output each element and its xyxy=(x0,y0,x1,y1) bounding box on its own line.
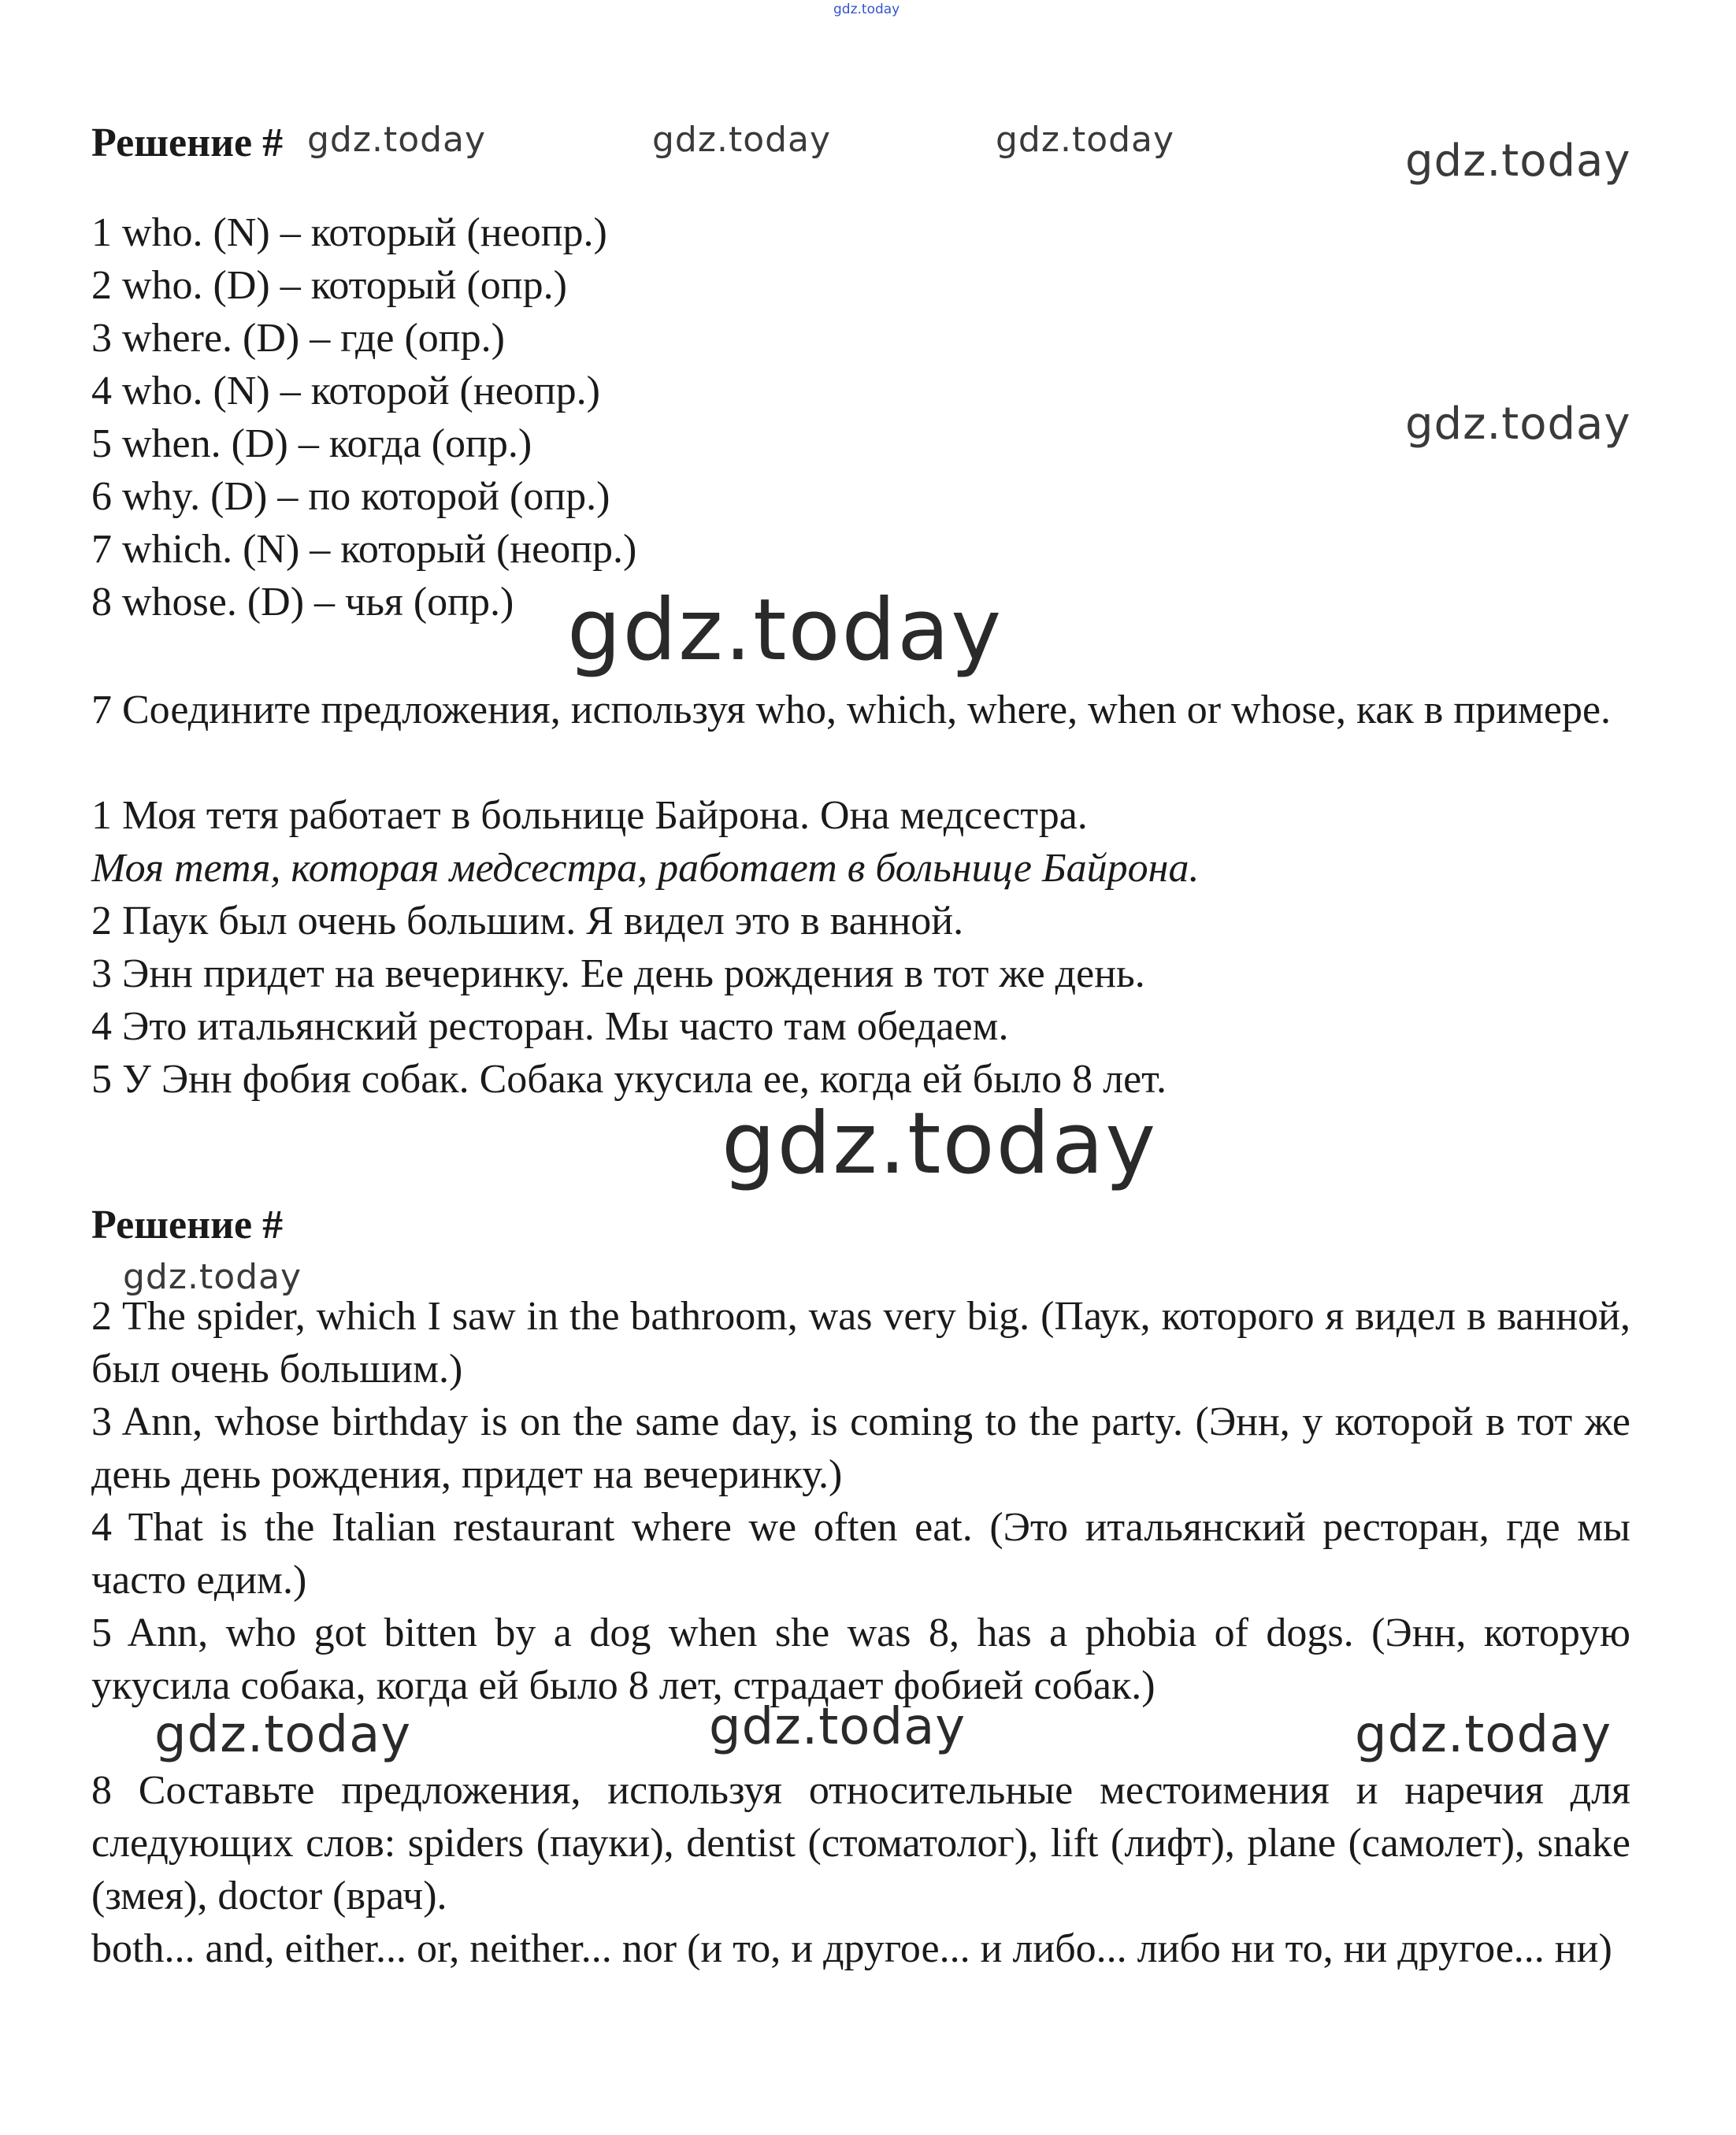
answer-paragraph: 2 The spider, which I saw in the bathroom, was very big. (Паук, которого я видел в ванной, был очень большим.) xyxy=(91,1294,1630,1392)
solution-heading: Решение # xyxy=(91,1203,284,1247)
watermark-top: gdz.today xyxy=(833,2,900,17)
watermark: gdz.today xyxy=(154,1706,412,1764)
answer-line: 5 when. (D) – когда (опр.) xyxy=(91,421,532,466)
answer-line: 1 who. (N) – который (неопр.) xyxy=(91,210,607,255)
task-item: 3 Энн придет на вечеринку. Ее день рождения в тот же день. xyxy=(91,951,1145,996)
task-item: 2 Паук был очень большим. Я видел это в ванной. xyxy=(91,899,964,943)
watermark: gdz.today xyxy=(996,120,1175,160)
task-item: 5 У Энн фобия собак. Собака укусила ее, когда ей было 8 лет. xyxy=(91,1057,1167,1102)
watermark: gdz.today xyxy=(709,1698,966,1756)
task-item: 1 Моя тетя работает в больнице Байрона. Она медсестра. xyxy=(91,793,1088,838)
task-example: Моя тетя, которая медсестра, работает в больнице Байрона. xyxy=(91,846,1200,891)
watermark: gdz.today xyxy=(721,1095,1158,1193)
answer-line: 6 why. (D) – по которой (опр.) xyxy=(91,474,610,519)
watermark: gdz.today xyxy=(652,120,832,160)
task-8-conjunctions: both... and, either... or, neither... nor (и то, и другое... и либо... либо ни то, ни другое... ни) xyxy=(91,1926,1612,1971)
watermark: gdz.today xyxy=(307,120,487,160)
answer-line: 8 whose. (D) – чья (опр.) xyxy=(91,580,514,625)
answer-line: 2 who. (D) – который (опр.) xyxy=(91,263,567,308)
solution-heading: Решение # xyxy=(91,120,284,165)
answer-paragraph: 4 That is the Italian restaurant where we often eat. (Это итальянский ресторан, где мы часто едим.) xyxy=(91,1505,1630,1603)
answer-line: 4 who. (N) – которой (неопр.) xyxy=(91,369,600,413)
answer-line: 3 where. (D) – где (опр.) xyxy=(91,316,505,361)
answer-paragraph: 5 Ann, who got bitten by a dog when she was 8, has a phobia of dogs. (Энн, которую укусила собака, когда ей было 8 лет, страдает фобией собак.) xyxy=(91,1611,1630,1708)
task-item: 4 Это итальянский ресторан. Мы часто там обедаем. xyxy=(91,1004,1009,1049)
watermark: gdz.today xyxy=(1405,398,1631,450)
watermark: gdz.today xyxy=(1355,1706,1612,1764)
answer-paragraph: 3 Ann, whose birthday is on the same day, is coming to the party. (Энн, у которой в тот же день день рождения, придет на вечеринку.) xyxy=(91,1399,1630,1497)
watermark: gdz.today xyxy=(567,581,1003,680)
watermark: gdz.today xyxy=(123,1257,302,1297)
task-7-instruction: 7 Соедините предложения, используя who, which, where, when or whose, как в примере. xyxy=(91,688,1612,732)
answer-line: 7 which. (N) – который (неопр.) xyxy=(91,527,637,572)
task-8-instruction: 8 Составьте предложения, используя относительные местоимения и наречия для следующих слов: spiders (пауки), dentist (стоматолог), lift (лифт), plane (самолет), snake (змея), doctor (врач). xyxy=(91,1768,1630,1918)
watermark: gdz.today xyxy=(1405,135,1631,187)
